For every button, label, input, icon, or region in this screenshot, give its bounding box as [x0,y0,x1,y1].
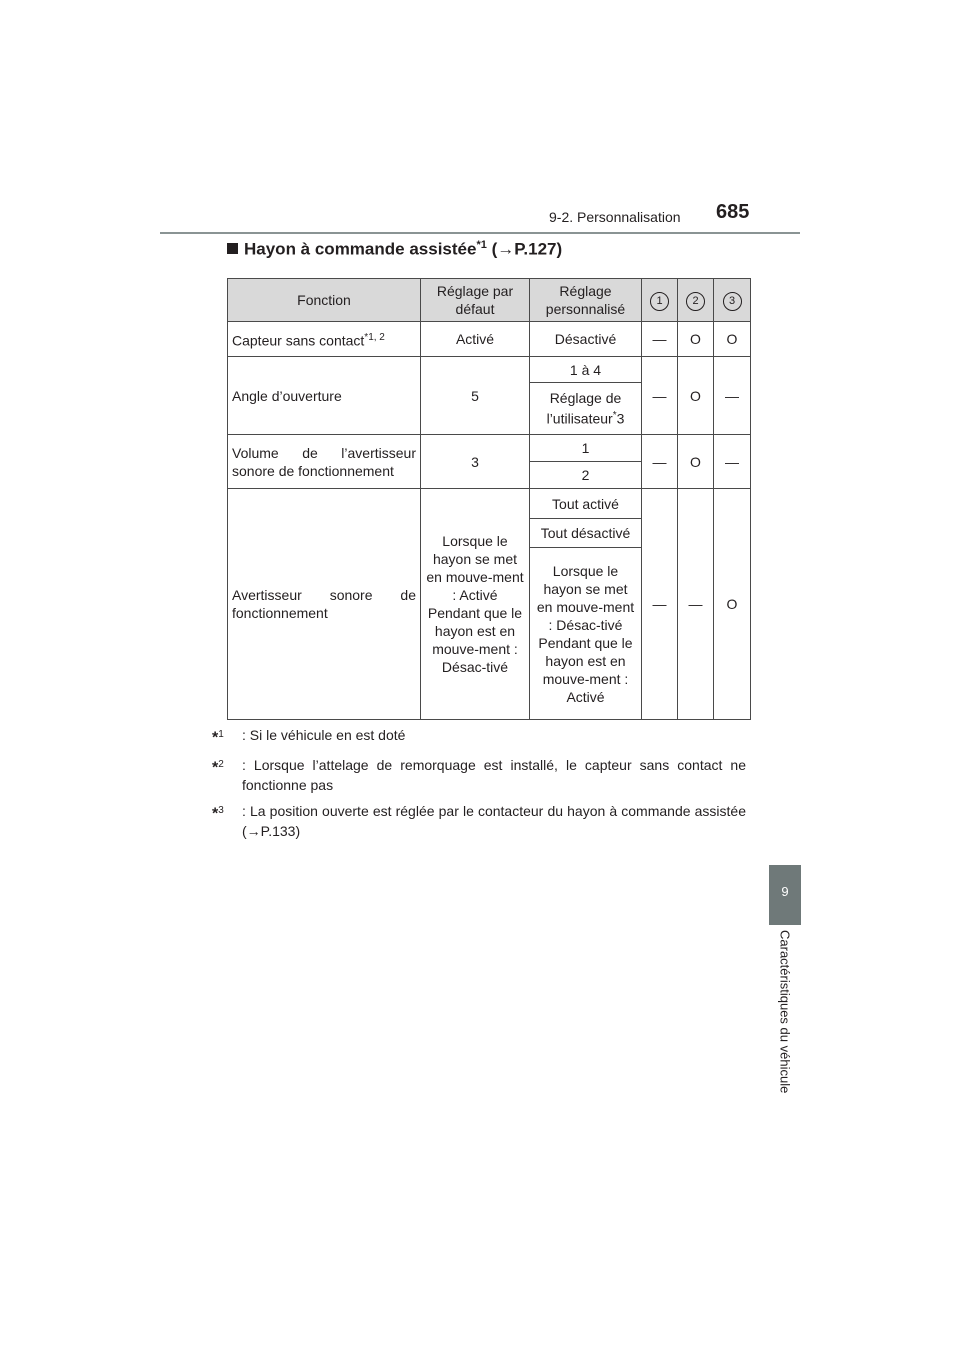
row2-c2: O [678,357,714,435]
section-title [227,239,562,260]
circled-1-icon: 1 [650,292,669,311]
chapter-caption-text: Caractéristiques du véhicule [777,930,793,1094]
table-row [228,489,751,519]
row4-c2: — [678,489,714,720]
footnote-asterisk: * [212,729,219,747]
footnote-number: 1 [218,729,224,740]
footnote-marker [212,725,242,749]
row4-default: Lorsque le hayon se met en mouve-ment : Activé Pendant que le hayon est en mouve-ment : Désac-tivé [421,489,530,720]
footnote-number: 3 [218,804,224,816]
row2-custom-b-sup: * [612,410,617,422]
page-number: 685 [716,201,750,223]
row4-custom-c: Lorsque le hayon se met en mouve-ment : Désac-tivé Pendant que le hayon est en mouve-ment : Activé [530,548,642,720]
row4-c1: — [642,489,678,720]
row4-custom-a: Tout activé [530,489,642,519]
row2-custom-a: 1 à 4 [530,357,642,383]
footnote-text: : Si le véhicule en est doté [242,727,406,743]
section-title-footnote: *1 [476,239,487,251]
row4-c3: O [714,489,751,720]
row3-function: Volume de l’avertisseur sonore de fonctionnement [228,435,421,489]
header-default: Réglage par défaut [421,279,530,322]
header-custom: Réglage personnalisé [530,279,642,322]
row2-custom-b-end: 3 [616,410,625,427]
footnotes [212,725,746,847]
row3-c2: O [678,435,714,489]
row2-default: 5 [421,357,530,435]
row3-c3: — [714,435,751,489]
footnote-number: 2 [218,758,224,770]
row1-c1: — [642,322,678,357]
row1-function [228,322,421,357]
footnote-item [212,801,746,841]
footnote-marker [212,755,242,795]
row4-function: Avertisseur sonore de fonctionnement [228,489,421,720]
row2-custom-b [530,383,642,435]
row3-custom-b: 2 [530,462,642,489]
section-label: 9-2. Personnalisation [549,209,681,225]
table-row [228,322,751,357]
row1-function-text: Capteur sans contact [232,332,365,349]
row2-c3: — [714,357,751,435]
row2-c1: — [642,357,678,435]
footnote-text: : La position ouverte est réglée par le contacteur du hayon à commande assistée (→P.133) [242,802,746,839]
header-col1 [642,279,678,322]
row1-function-sup: *1, 2 [364,331,385,343]
row4-custom-b: Tout désactivé [530,519,642,548]
circled-3-icon: 3 [723,292,742,311]
row1-c2: O [678,322,714,357]
footnote-item [212,755,746,795]
chapter-number: 9 [781,884,789,899]
row1-default: Activé [421,322,530,357]
table-row [228,357,751,383]
chapter-tab [769,865,801,925]
table-header-row [228,279,751,322]
section-title-text: Hayon à commande assistée [244,239,477,259]
section-title-ref: (→P.127) [486,239,563,259]
row1-custom: Désactivé [530,322,642,357]
table-row [228,435,751,462]
header-function: Fonction [228,279,421,322]
row1-c3: O [714,322,751,357]
footnote-marker [212,801,242,841]
header-col3 [714,279,751,322]
row3-c1: — [642,435,678,489]
header-divider [160,232,800,234]
square-bullet-icon [227,243,238,254]
chapter-caption [770,930,800,1120]
footnote-asterisk: * [212,805,219,823]
header-col2 [678,279,714,322]
row3-default: 3 [421,435,530,489]
row3-custom-a: 1 [530,435,642,462]
row2-function: Angle d’ouverture [228,357,421,435]
circled-2-icon: 2 [686,292,705,311]
footnote-asterisk: * [212,759,219,777]
footnote-text: : Lorsque l’attelage de remorquage est installé, le capteur sans contact ne fonctionne pas [242,756,746,793]
row2-custom-b-text: Réglage de l’utilisateur [546,390,622,427]
footnote-item [212,725,746,749]
settings-table [227,278,751,720]
